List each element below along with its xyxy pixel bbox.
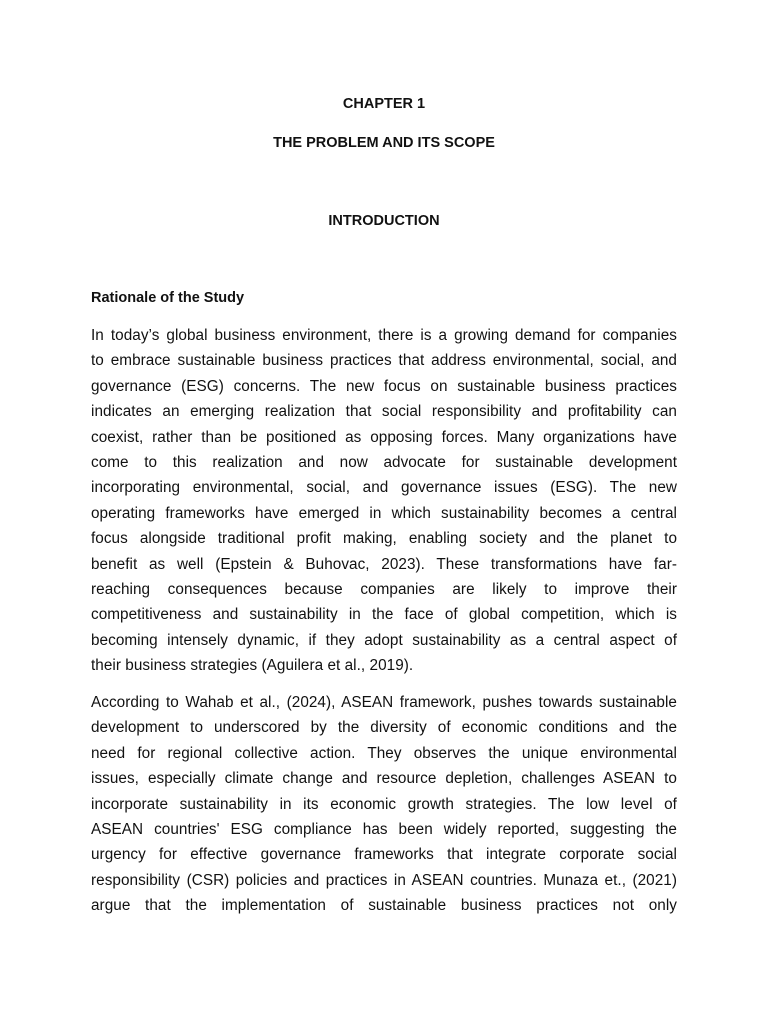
text-line: governance (ESG) concerns. The new focus on sustainable business practices [91, 377, 677, 395]
text-line: development to underscored by the diversity of economic conditions and the [91, 719, 677, 737]
text-line: indicates an emerging realization that social responsibility and profitability can [91, 403, 677, 421]
text-line: come to this realization and now advocate for sustainable development [91, 454, 677, 472]
text-line: operating frameworks have emerged in which sustainability becomes a central [91, 504, 677, 522]
text-line: In today’s global business environment, there is a growing demand for companies [91, 327, 677, 344]
text-line: ASEAN countries' ESG compliance has been widely reported, suggesting the [91, 821, 677, 839]
paragraph-1 [91, 323, 677, 679]
chapter-title: THE PROBLEM AND ITS SCOPE [273, 135, 495, 151]
text-line: to embrace sustainable business practices that address environmental, social, and [91, 352, 677, 370]
text-line: incorporating environmental, social, and governance issues (ESG). The new [91, 479, 677, 497]
text-line: focus alongside traditional profit making, enabling society and the planet to [91, 530, 677, 548]
text-line: urgency for effective governance frameworks that integrate corporate social [91, 846, 677, 864]
text-line: argue that the implementation of sustainable business practices not only [91, 897, 677, 915]
text-line: need for regional collective action. They observes the unique environmental [91, 744, 677, 762]
text-line: their business strategies (Aguilera et al., 2019). [91, 657, 414, 675]
text-line: coexist, rather than be positioned as opposing forces. Many organizations have [91, 428, 677, 446]
text-line: responsibility (CSR) policies and practices in ASEAN countries. Munaza et., (2021) [91, 871, 677, 889]
text-line: reaching consequences because companies are likely to improve their [91, 581, 677, 599]
chapter-heading: CHAPTER 1 [342, 96, 426, 112]
section-heading: INTRODUCTION [328, 213, 440, 229]
text-line: competitiveness and sustainability in the face of global competition, which is [91, 606, 677, 624]
text-line: becoming intensely dynamic, if they adopt sustainability as a central aspect of [91, 631, 677, 649]
paragraph-2 [91, 690, 677, 919]
text-line: issues, especially climate change and resource depletion, challenges ASEAN to [91, 770, 677, 788]
text-line: incorporate sustainability in its economic growth strategies. The low level of [91, 795, 677, 813]
subsection-heading: Rationale of the Study [91, 290, 245, 306]
text-line: benefit as well (Epstein & Buhovac, 2023). These transformations have far- [91, 555, 677, 573]
text-line: According to Wahab et al., (2024), ASEAN framework, pushes towards sustainable [91, 694, 677, 711]
